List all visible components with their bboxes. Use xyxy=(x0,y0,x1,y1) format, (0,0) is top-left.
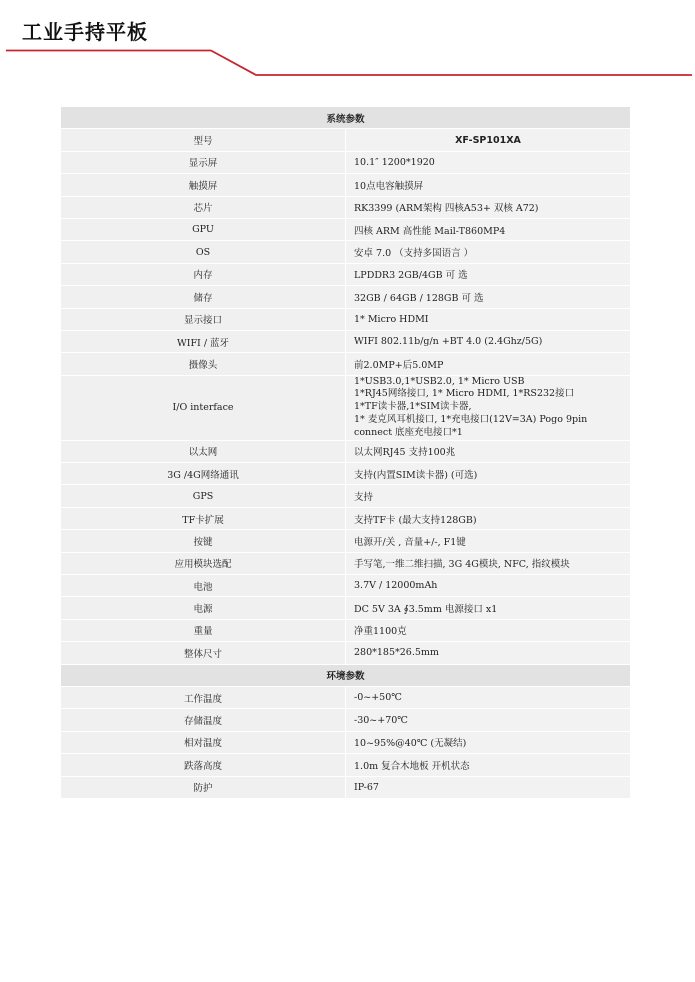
spec-label: 工作温度 xyxy=(61,686,346,708)
spec-row xyxy=(61,241,631,263)
spec-label: 显示接口 xyxy=(61,308,346,330)
spec-label: I/O interface xyxy=(61,375,346,440)
io-line: 1*TF读卡器,1*SIM读卡器, xyxy=(354,401,472,413)
spec-label: 整体尺寸 xyxy=(61,642,346,664)
spec-row xyxy=(61,619,631,641)
spec-value: LPDDR3 2GB/4GB 可 选 xyxy=(346,263,631,285)
spec-label: 按键 xyxy=(61,530,346,552)
spec-row xyxy=(61,330,631,352)
io-line: 1* 麦克风耳机接口, 1*充电接口(12V=3A) Pogo 9pin connect 底座充电接口*1 xyxy=(354,414,588,438)
spec-value: 支持TF卡 (最大支持128GB) xyxy=(346,507,631,529)
spec-row-io-interface xyxy=(61,375,631,440)
spec-label: GPS xyxy=(61,485,346,507)
spec-row xyxy=(61,463,631,485)
spec-label: 显示屏 xyxy=(61,151,346,173)
spec-value: 安卓 7.0 （支持多国语言 ） xyxy=(346,241,631,263)
header-divider-line xyxy=(0,44,695,84)
spec-label: 相对温度 xyxy=(61,731,346,753)
spec-label: 应用模块选配 xyxy=(61,552,346,574)
io-line: 1*RJ45网络接口, 1* Micro HDMI, 1*RS232接口 xyxy=(354,388,575,400)
spec-value xyxy=(346,375,631,440)
spec-row xyxy=(61,686,631,708)
spec-row xyxy=(61,151,631,173)
spec-value: -30~+70℃ xyxy=(346,709,631,731)
spec-value: WIFI 802.11b/g/n +BT 4.0 (2.4Ghz/5G) xyxy=(346,330,631,352)
spec-value: 净重1100克 xyxy=(346,619,631,641)
spec-label: 电源 xyxy=(61,597,346,619)
spec-row xyxy=(61,642,631,664)
spec-row xyxy=(61,754,631,776)
spec-value: RK3399 (ARM架构 四核A53+ 双核 A72) xyxy=(346,196,631,218)
spec-row xyxy=(61,440,631,462)
spec-label: OS xyxy=(61,241,346,263)
spec-row xyxy=(61,575,631,597)
section-header-system xyxy=(61,107,631,129)
spec-label: GPU xyxy=(61,218,346,240)
spec-label: 芯片 xyxy=(61,196,346,218)
spec-value: 10~95%@40℃ (无凝结) xyxy=(346,731,631,753)
spec-value: 1* Micro HDMI xyxy=(346,308,631,330)
spec-row xyxy=(61,597,631,619)
spec-row xyxy=(61,709,631,731)
spec-value: 32GB / 64GB / 128GB 可 选 xyxy=(346,286,631,308)
spec-label: 储存 xyxy=(61,286,346,308)
spec-row xyxy=(61,776,631,798)
spec-row xyxy=(61,485,631,507)
spec-row xyxy=(61,174,631,196)
spec-value: 前2.0MP+后5.0MP xyxy=(346,353,631,375)
document-title: 工业手持平板 xyxy=(22,20,148,44)
spec-value: 280*185*26.5mm xyxy=(346,642,631,664)
spec-value: IP-67 xyxy=(346,776,631,798)
spec-label: 电池 xyxy=(61,575,346,597)
spec-row xyxy=(61,552,631,574)
spec-label: TF卡扩展 xyxy=(61,507,346,529)
spec-value: 以太网RJ45 支持100兆 xyxy=(346,440,631,462)
section-title: 环境参数 xyxy=(61,664,631,686)
spec-row xyxy=(61,218,631,240)
spec-label: 防护 xyxy=(61,776,346,798)
section-title: 系统参数 xyxy=(61,107,631,129)
spec-label: 以太网 xyxy=(61,440,346,462)
spec-label: 触摸屏 xyxy=(61,174,346,196)
spec-value: 手写笔,一维二维扫描, 3G 4G模块, NFC, 指纹模块 xyxy=(346,552,631,574)
spec-value: 1.0m 复合木地板 开机状态 xyxy=(346,754,631,776)
spec-value: 电源开/关 , 音量+/-, F1键 xyxy=(346,530,631,552)
spec-label: 3G /4G网络通讯 xyxy=(61,463,346,485)
spec-value: 10.1″ 1200*1920 xyxy=(346,151,631,173)
spec-label: 重量 xyxy=(61,619,346,641)
spec-table xyxy=(60,106,631,799)
spec-label: 型号 xyxy=(61,129,346,151)
spec-value: 支持(内置SIM读卡器) (可选) xyxy=(346,463,631,485)
spec-value: DC 5V 3A ∮3.5mm 电源接口 x1 xyxy=(346,597,631,619)
spec-label: 存储温度 xyxy=(61,709,346,731)
spec-value: XF-SP101XA xyxy=(346,129,631,151)
io-line: 1*USB3.0,1*USB2.0, 1* Micro USB xyxy=(354,375,525,387)
spec-row xyxy=(61,353,631,375)
spec-row-model xyxy=(61,129,631,151)
spec-label: 内存 xyxy=(61,263,346,285)
spec-value: 四核 ARM 高性能 Mail-T860MP4 xyxy=(346,218,631,240)
spec-label: 跌落高度 xyxy=(61,754,346,776)
spec-value: 3.7V / 12000mAh xyxy=(346,575,631,597)
spec-row xyxy=(61,507,631,529)
spec-row xyxy=(61,263,631,285)
spec-row xyxy=(61,308,631,330)
spec-value: 支持 xyxy=(346,485,631,507)
spec-row xyxy=(61,530,631,552)
spec-label: WIFI / 蓝牙 xyxy=(61,330,346,352)
section-header-environment xyxy=(61,664,631,686)
spec-value: 10点电容触摸屏 xyxy=(346,174,631,196)
spec-row xyxy=(61,286,631,308)
spec-row xyxy=(61,196,631,218)
spec-label: 摄像头 xyxy=(61,353,346,375)
spec-row xyxy=(61,731,631,753)
spec-value: -0~+50℃ xyxy=(346,686,631,708)
